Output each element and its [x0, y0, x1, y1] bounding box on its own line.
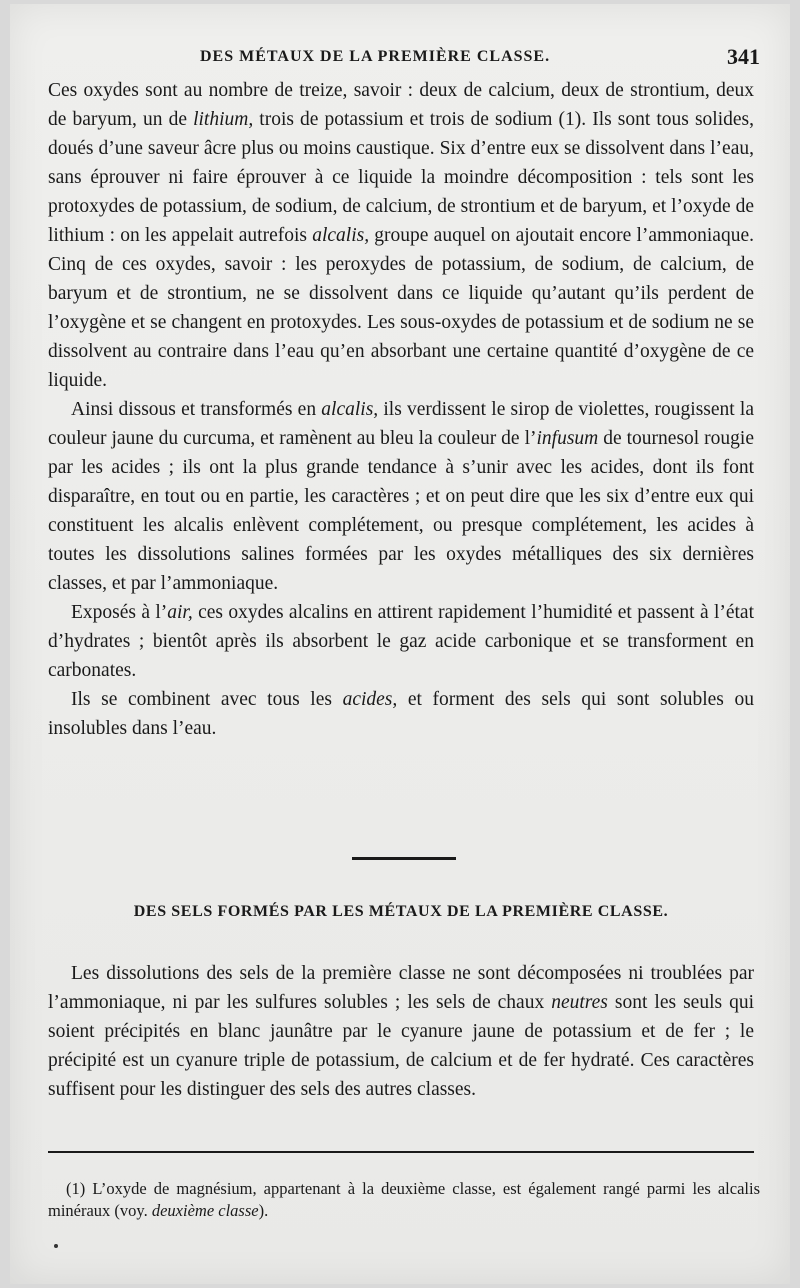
- book-page: [10, 4, 790, 1284]
- footnote: [48, 1178, 760, 1222]
- italic-text: acides,: [342, 689, 398, 710]
- section-divider: [352, 857, 456, 860]
- footnote-rule: [48, 1151, 754, 1153]
- paragraph: Les dissolutions des sels de la première classe ne sont décomposées ni troublées par l’ammoniaque, ni par les sulfures solubles ; les sels de chaux neutres sont les seuls qui soient précipités en blanc jaunâtre par le cyanure jaune de potassium et de fer ; le précipité est un cyanure triple de potassium, de calcium et de fer hydraté. Ces caractères suffisent pour les distinguer des sels des autres classes.: [48, 963, 755, 1100]
- paragraph: Ainsi dissous et transformés en alcalis, ils verdissent le sirop de violettes, rougissent la couleur jaune du curcuma, et ramènent au bleu la couleur de l’infusum de tournesol rougie par les acides ; ils ont la plus grande tendance à s’unir avec les acides, dont ils font disparaître, en tout ou en partie, les caractères ; et on peut dire que les six d’entre eux qui constituent les alcalis enlèvent complétement, ou presque complétement, les acides à toutes les dissolutions salines formées par les oxydes métalliques des six dernières classes, et par l’ammoniaque.: [48, 399, 754, 594]
- section-text: [48, 959, 754, 1104]
- italic-text: air,: [167, 602, 193, 623]
- italic-text: alcalis,: [312, 225, 370, 246]
- page-number: 341: [727, 44, 760, 69]
- running-head: [200, 44, 760, 70]
- italic-text: alcalis,: [321, 399, 379, 420]
- paragraph: Ces oxydes sont au nombre de treize, savoir : deux de calcium, deux de strontium, deux de baryum, un de lithium, trois de potassium et trois de sodium (1). Ils sont tous solides, doués d’une saveur âcre plus ou moins caustique. Six d’entre eux se dissolvent dans l’eau, sans éprouver ni faire éprouver à ce liquide la moindre décomposition : tels sont les protoxydes de potassium, de sodium, de calcium, de strontium et de baryum, et l’oxyde de lithium : on les appelait autrefois alcalis, groupe auquel on ajoutait encore l’ammoniaque. Cinq de ces oxydes, savoir : les peroxydes de potassium, de sodium, de calcium, de baryum et de strontium, ne se dissolvent dans ce liquide qu’autant qu’ils perdent de l’oxygène et se changent en protoxydes. Les sous-oxydes de potassium et de sodium ne se dissolvent au contraire dans l’eau qu’en absorbant une certaine quantité d’oxygène de ce liquide.: [48, 80, 754, 391]
- running-title: DES MÉTAUX DE LA PREMIÈRE CLASSE.: [200, 48, 551, 65]
- italic-text: neutres: [551, 992, 608, 1013]
- italic-text: infusum: [536, 428, 599, 449]
- paragraph: Ils se combinent avec tous les acides, et forment des sels qui sont solubles ou insolubles dans l’eau.: [48, 689, 754, 739]
- italic-text: lithium,: [193, 109, 254, 130]
- body-text: [48, 76, 754, 743]
- footnote-text: (1) L’oxyde de magnésium, appartenant à la deuxième classe, est également rangé parmi les alcalis minéraux (voy. deuxième classe).: [48, 1179, 760, 1220]
- section-heading: DES SELS FORMÉS PAR LES MÉTAUX DE LA PREMIÈRE CLASSE.: [133, 903, 669, 920]
- italic-text: deuxième classe: [151, 1201, 259, 1220]
- ink-speck: [54, 1244, 58, 1248]
- paragraph: Exposés à l’air, ces oxydes alcalins en attirent rapidement l’humidité et passent à l’état d’hydrates ; bientôt après ils absorbent le gaz acide carbonique et se transforment en carbonates.: [48, 602, 754, 681]
